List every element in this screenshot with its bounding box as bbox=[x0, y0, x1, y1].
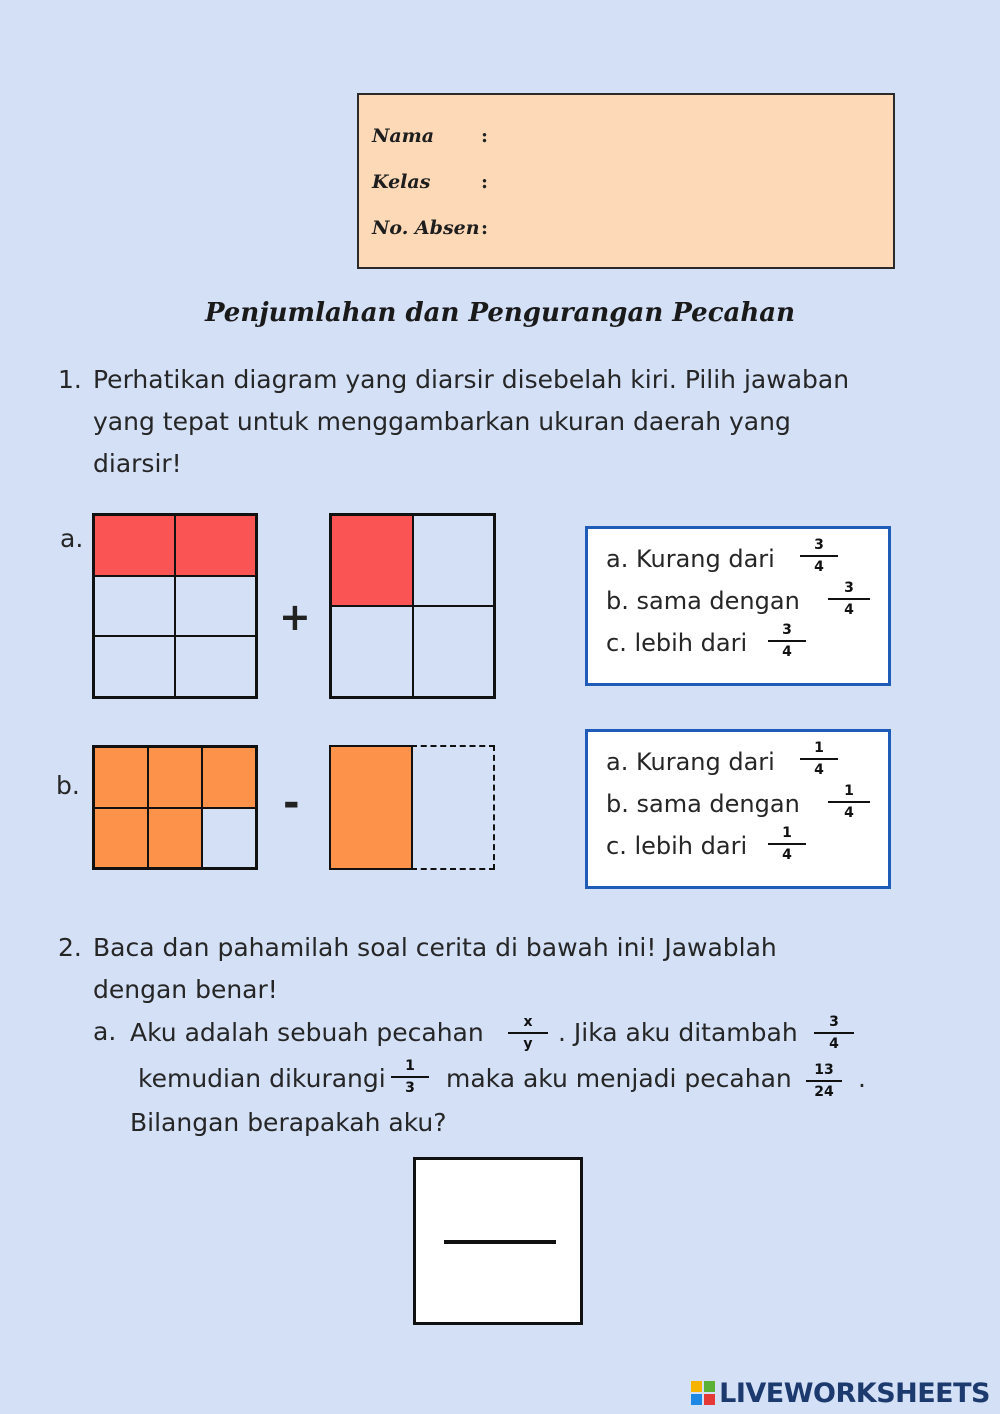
fraction-result bbox=[806, 1062, 842, 1100]
fraction-denominator: 4 bbox=[814, 762, 824, 778]
fraction-denominator: 4 bbox=[829, 1036, 839, 1052]
fraction-numerator: 3 bbox=[782, 622, 792, 638]
grid-cell-shaded bbox=[94, 515, 175, 576]
q2a-text-2: . Jika aku ditambah bbox=[558, 1018, 798, 1047]
q2-number: 2. bbox=[58, 933, 82, 962]
q1a-option-a[interactable]: a. Kurang dari bbox=[606, 545, 775, 573]
grid-cell-shaded bbox=[175, 515, 256, 576]
answer-fraction-bar bbox=[444, 1240, 556, 1244]
name-colon: : bbox=[481, 125, 489, 147]
q2-line-2: dengan benar! bbox=[93, 975, 278, 1004]
fraction-denominator: 4 bbox=[844, 602, 854, 618]
fraction-denominator: 4 bbox=[814, 559, 824, 575]
q1b-label: b. bbox=[56, 771, 80, 800]
q1-line-1: Perhatikan diagram yang diarsir disebelah kiri. Pilih jawaban bbox=[93, 365, 850, 394]
grid-cell bbox=[413, 606, 495, 697]
fraction-numerator: 3 bbox=[814, 537, 824, 553]
q1b-option-c[interactable]: c. lebih dari bbox=[606, 832, 748, 860]
fraction-denominator: 4 bbox=[782, 644, 792, 660]
q1b-option-c-fraction bbox=[768, 825, 806, 863]
grid-cell bbox=[331, 606, 413, 697]
q1a-left-grid bbox=[92, 513, 258, 699]
grid-cell bbox=[94, 636, 175, 697]
number-label: No. Absen bbox=[372, 217, 480, 239]
minus-operator: - bbox=[283, 780, 300, 826]
grid-cell-shaded bbox=[94, 808, 148, 869]
fraction-numerator: 3 bbox=[844, 580, 854, 596]
q2a-text-6: Bilangan berapakah aku? bbox=[130, 1108, 447, 1137]
fraction-numerator: 1 bbox=[782, 825, 792, 841]
fraction-denominator: 3 bbox=[405, 1080, 415, 1096]
plus-operator: + bbox=[279, 595, 311, 639]
q2a-text-1: Aku adalah sebuah pecahan bbox=[130, 1018, 484, 1047]
page-title: Penjumlahan dan Pengurangan Pecahan bbox=[204, 298, 796, 328]
q2a-text-5: . bbox=[858, 1064, 866, 1093]
fraction-numerator: 1 bbox=[814, 740, 824, 756]
fraction-denominator: 4 bbox=[782, 847, 792, 863]
fraction-numerator: x bbox=[523, 1014, 533, 1030]
fraction-denominator: y bbox=[523, 1036, 533, 1052]
fraction-numerator: 1 bbox=[844, 783, 854, 799]
q2a-label: a. bbox=[93, 1017, 117, 1046]
q1a-option-a-fraction bbox=[800, 537, 838, 575]
name-label: Nama bbox=[372, 125, 435, 147]
q1a-option-c-fraction bbox=[768, 622, 806, 660]
q1a-option-b-fraction bbox=[828, 580, 870, 618]
q1b-right-shaded-part bbox=[329, 745, 413, 870]
grid-cell-shaded bbox=[148, 747, 202, 808]
grid-cell bbox=[175, 576, 256, 637]
q1b-right-removed-part bbox=[411, 745, 495, 870]
grid-cell-shaded bbox=[94, 747, 148, 808]
q1b-options-box bbox=[585, 729, 891, 889]
q1-number: 1. bbox=[58, 365, 82, 394]
q2a-text-3: kemudian dikurangi bbox=[138, 1064, 386, 1093]
q2a-text-4: maka aku menjadi pecahan bbox=[446, 1064, 792, 1093]
fraction-subtracted bbox=[391, 1058, 429, 1096]
logo-text: LIVEWORKSHEETS bbox=[719, 1377, 990, 1409]
q1a-right-grid bbox=[329, 513, 496, 699]
fraction-numerator: 3 bbox=[829, 1014, 839, 1030]
q2-line-1: Baca dan pahamilah soal cerita di bawah ini! Jawablah bbox=[93, 933, 777, 962]
fraction-denominator: 24 bbox=[814, 1084, 834, 1100]
answer-fraction-box[interactable] bbox=[413, 1157, 583, 1325]
fraction-x-over-y bbox=[508, 1014, 548, 1052]
fraction-added bbox=[814, 1014, 854, 1052]
class-label: Kelas bbox=[372, 171, 431, 193]
grid-cell bbox=[94, 576, 175, 637]
student-info-box bbox=[357, 93, 895, 269]
q1a-label: a. bbox=[60, 524, 84, 553]
class-colon: : bbox=[481, 171, 489, 193]
q1b-option-b-fraction bbox=[828, 783, 870, 821]
grid-cell bbox=[175, 636, 256, 697]
fraction-denominator: 4 bbox=[844, 805, 854, 821]
fraction-numerator: 13 bbox=[814, 1062, 834, 1078]
q1-line-3: diarsir! bbox=[93, 449, 182, 478]
q1b-left-grid bbox=[92, 745, 258, 870]
liveworksheets-logo-icon bbox=[691, 1381, 715, 1405]
grid-cell-shaded bbox=[148, 808, 202, 869]
fraction-numerator: 1 bbox=[405, 1058, 415, 1074]
q1a-options-box bbox=[585, 526, 891, 686]
q1a-option-c[interactable]: c. lebih dari bbox=[606, 629, 748, 657]
grid-cell bbox=[413, 515, 495, 606]
q1b-option-a-fraction bbox=[800, 740, 838, 778]
q1a-option-b[interactable]: b. sama dengan bbox=[606, 587, 800, 615]
liveworksheets-logo bbox=[691, 1378, 990, 1408]
grid-cell-shaded bbox=[331, 515, 413, 606]
number-colon: : bbox=[481, 217, 489, 239]
grid-cell-shaded bbox=[202, 747, 256, 808]
q1b-option-a[interactable]: a. Kurang dari bbox=[606, 748, 775, 776]
grid-cell bbox=[202, 808, 256, 869]
q1-line-2: yang tepat untuk menggambarkan ukuran daerah yang bbox=[93, 407, 791, 436]
q1b-option-b[interactable]: b. sama dengan bbox=[606, 790, 800, 818]
